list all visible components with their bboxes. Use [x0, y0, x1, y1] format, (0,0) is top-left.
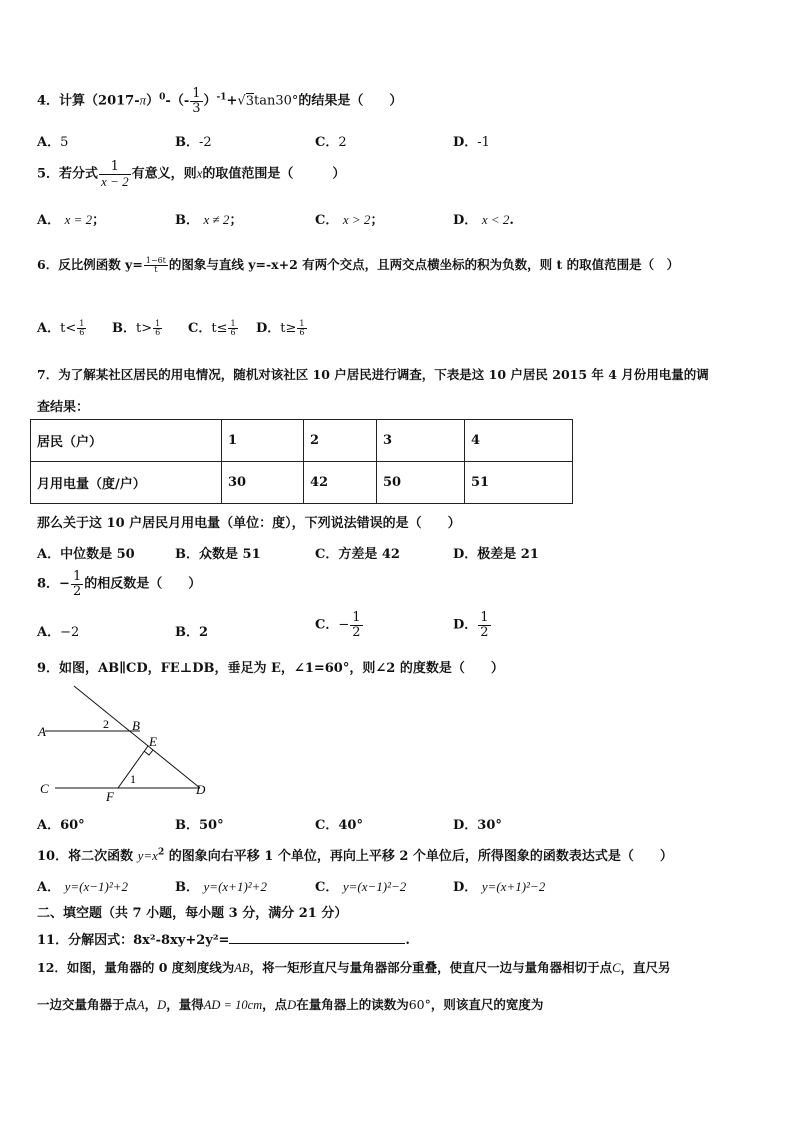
label-f: F: [106, 789, 114, 804]
q9-figure: [30, 682, 220, 804]
q10-stem: 10．将二次函数 $y=x^2$ 的图象向右平移 1 个单位，再向上平移 2 个单位后，所得图象的函数表达式是（ ）: [37, 847, 673, 864]
table-cell: 居民（户）: [31, 420, 222, 462]
q4-stem: [37, 87, 402, 115]
q4-stem-part: 4．计算（2017-: [37, 93, 140, 109]
q6-option-a[interactable]: A．t< $\frac{1}{6}$: [37, 318, 85, 337]
label-c: C: [40, 781, 49, 796]
label-e: E: [149, 734, 157, 749]
q5-variable: x: [196, 165, 203, 181]
q4-fraction: $\frac{1}{3}$: [192, 86, 201, 116]
q4-pi: π: [139, 92, 147, 108]
q4-stem-part: ）: [203, 93, 217, 109]
table-cell: 1: [222, 420, 304, 462]
q4-option-a[interactable]: A．5: [37, 135, 69, 150]
q6-option-d[interactable]: D．t≥ $\frac{1}{6}$: [256, 318, 305, 337]
q4-tan: tan30°: [254, 93, 299, 109]
table-row: [31, 420, 573, 462]
q6-stem: 6．反比例函数 y= $\frac{1-6t}{t}$ 的图象与直线 y=-x+2 有两个交点，且两交点横坐标的积为负数，则 t 的取值范围是（ ）: [37, 255, 680, 274]
q6-fraction: $\frac{1-6t}{t}$: [145, 255, 166, 274]
table-cell: 月用电量（度/户）: [31, 462, 222, 504]
q9-option-c[interactable]: C．40°: [315, 818, 363, 833]
q7-option-d[interactable]: D．极差是 21: [453, 547, 539, 562]
table-cell: 4: [465, 420, 573, 462]
q10-option-d[interactable]: D． y=(x+1)²−2: [453, 879, 546, 895]
q7-stem-line1: 7．为了解某社区居民的用电情况，随机对该社区 10 户居民进行调查，下表是这 10 户居民 2015 年 4 月份用电量的调: [37, 367, 709, 382]
q4-option-c[interactable]: C．2: [315, 135, 347, 150]
right-angle-mark: [144, 750, 153, 755]
q6-option-c[interactable]: C．t≤ $\frac{1}{6}$: [188, 318, 236, 337]
q4-sqrt: √3: [237, 93, 254, 109]
q8-option-a[interactable]: A．−2: [37, 625, 80, 640]
q11-stem: 11．分解因式：8x²-8xy+2y²= .: [37, 933, 410, 948]
q5-fraction: $\frac{1}{x - 2}$: [101, 159, 129, 189]
q12-line2: 一边交量角器于点A，D，量得AD = 10cm，点D在量角器上的读数为60°，则该直尺的宽度为: [37, 997, 544, 1012]
q4-stem-part: +: [226, 93, 238, 109]
q7-option-c[interactable]: C．方差是 42: [315, 547, 400, 562]
table-cell: 50: [377, 462, 465, 504]
q10-option-a[interactable]: A． y=(x−1)²+2: [37, 879, 129, 895]
table-cell: 42: [304, 462, 377, 504]
q7-option-a[interactable]: A．中位数是 50: [37, 547, 135, 562]
q8-option-d[interactable]: D． $\frac{1}{2}$: [453, 610, 489, 640]
q8-stem: 8．− $\frac{1}{2}$ 的相反数是（ ）: [37, 569, 202, 599]
q9-stem: 9．如图，AB∥CD，FE⊥DB，垂足为 E，∠1=60°，则∠2 的度数是（ ）: [37, 661, 504, 676]
q5-option-b[interactable]: B． x ≠ 2；: [175, 212, 243, 228]
q8-option-b[interactable]: B．2: [175, 625, 209, 640]
q7-option-b[interactable]: B．众数是 51: [175, 547, 261, 562]
q9-option-a[interactable]: A．60°: [37, 818, 85, 833]
q4-stem-end: 的结果是（ ）: [298, 93, 403, 109]
q4-stem-part: ）: [146, 93, 160, 109]
table-cell: 2: [304, 420, 377, 462]
q8-option-c[interactable]: C．− $\frac{1}{2}$: [315, 610, 361, 640]
q10-option-c[interactable]: C． y=(x−1)²−2: [315, 879, 407, 895]
q4-stem-part: -（-: [165, 93, 190, 109]
q4-exponent: -1: [216, 92, 227, 103]
q4-option-b[interactable]: B．-2: [175, 135, 212, 150]
q10-function: y=x: [137, 848, 158, 863]
q5-option-a[interactable]: A． x = 2；: [37, 212, 106, 228]
q7-table: [30, 419, 573, 504]
q5-option-c[interactable]: C． x > 2；: [315, 212, 384, 228]
q12-line1: 12．如图，量角器的 0 度刻度线为AB，将一矩形直尺与量角器部分重叠，使直尺一边与量角器相切于点C，直尺另: [37, 960, 671, 975]
q5-option-d[interactable]: D． x < 2.: [453, 212, 514, 228]
table-cell: 3: [377, 420, 465, 462]
label-a: A: [38, 724, 46, 739]
q9-option-b[interactable]: B．50°: [175, 818, 224, 833]
q4-option-d[interactable]: D．-1: [453, 135, 490, 150]
q4-exponent: 0: [159, 92, 166, 103]
section-heading: 二、填空题（共 7 小题，每小题 3 分，满分 21 分）: [37, 906, 348, 921]
table-cell: 30: [222, 462, 304, 504]
q10-option-b[interactable]: B． y=(x+1)²+2: [175, 879, 267, 895]
table-row: [31, 462, 573, 504]
line-bd: [74, 686, 200, 788]
label-angle2: 2: [103, 717, 109, 731]
table-cell: 51: [465, 462, 573, 504]
q11-answer-blank[interactable]: [229, 932, 405, 944]
q6-option-b[interactable]: B．t> $\frac{1}{6}$: [112, 318, 161, 337]
label-d: D: [196, 782, 206, 797]
q9-option-d[interactable]: D．30°: [453, 818, 502, 833]
q5-stem: 5．若分式 $\frac{1}{x - 2}$ 有意义，则x的取值范围是（ ）: [37, 159, 346, 189]
q7-question: 那么关于这 10 户居民月用电量（单位：度），下列说法错误的是（ ）: [37, 516, 461, 531]
label-b: B: [132, 718, 140, 733]
q7-stem-line2: 查结果：: [37, 400, 90, 415]
q8-fraction: $\frac{1}{2}$: [72, 569, 82, 599]
label-angle1: 1: [130, 772, 136, 786]
